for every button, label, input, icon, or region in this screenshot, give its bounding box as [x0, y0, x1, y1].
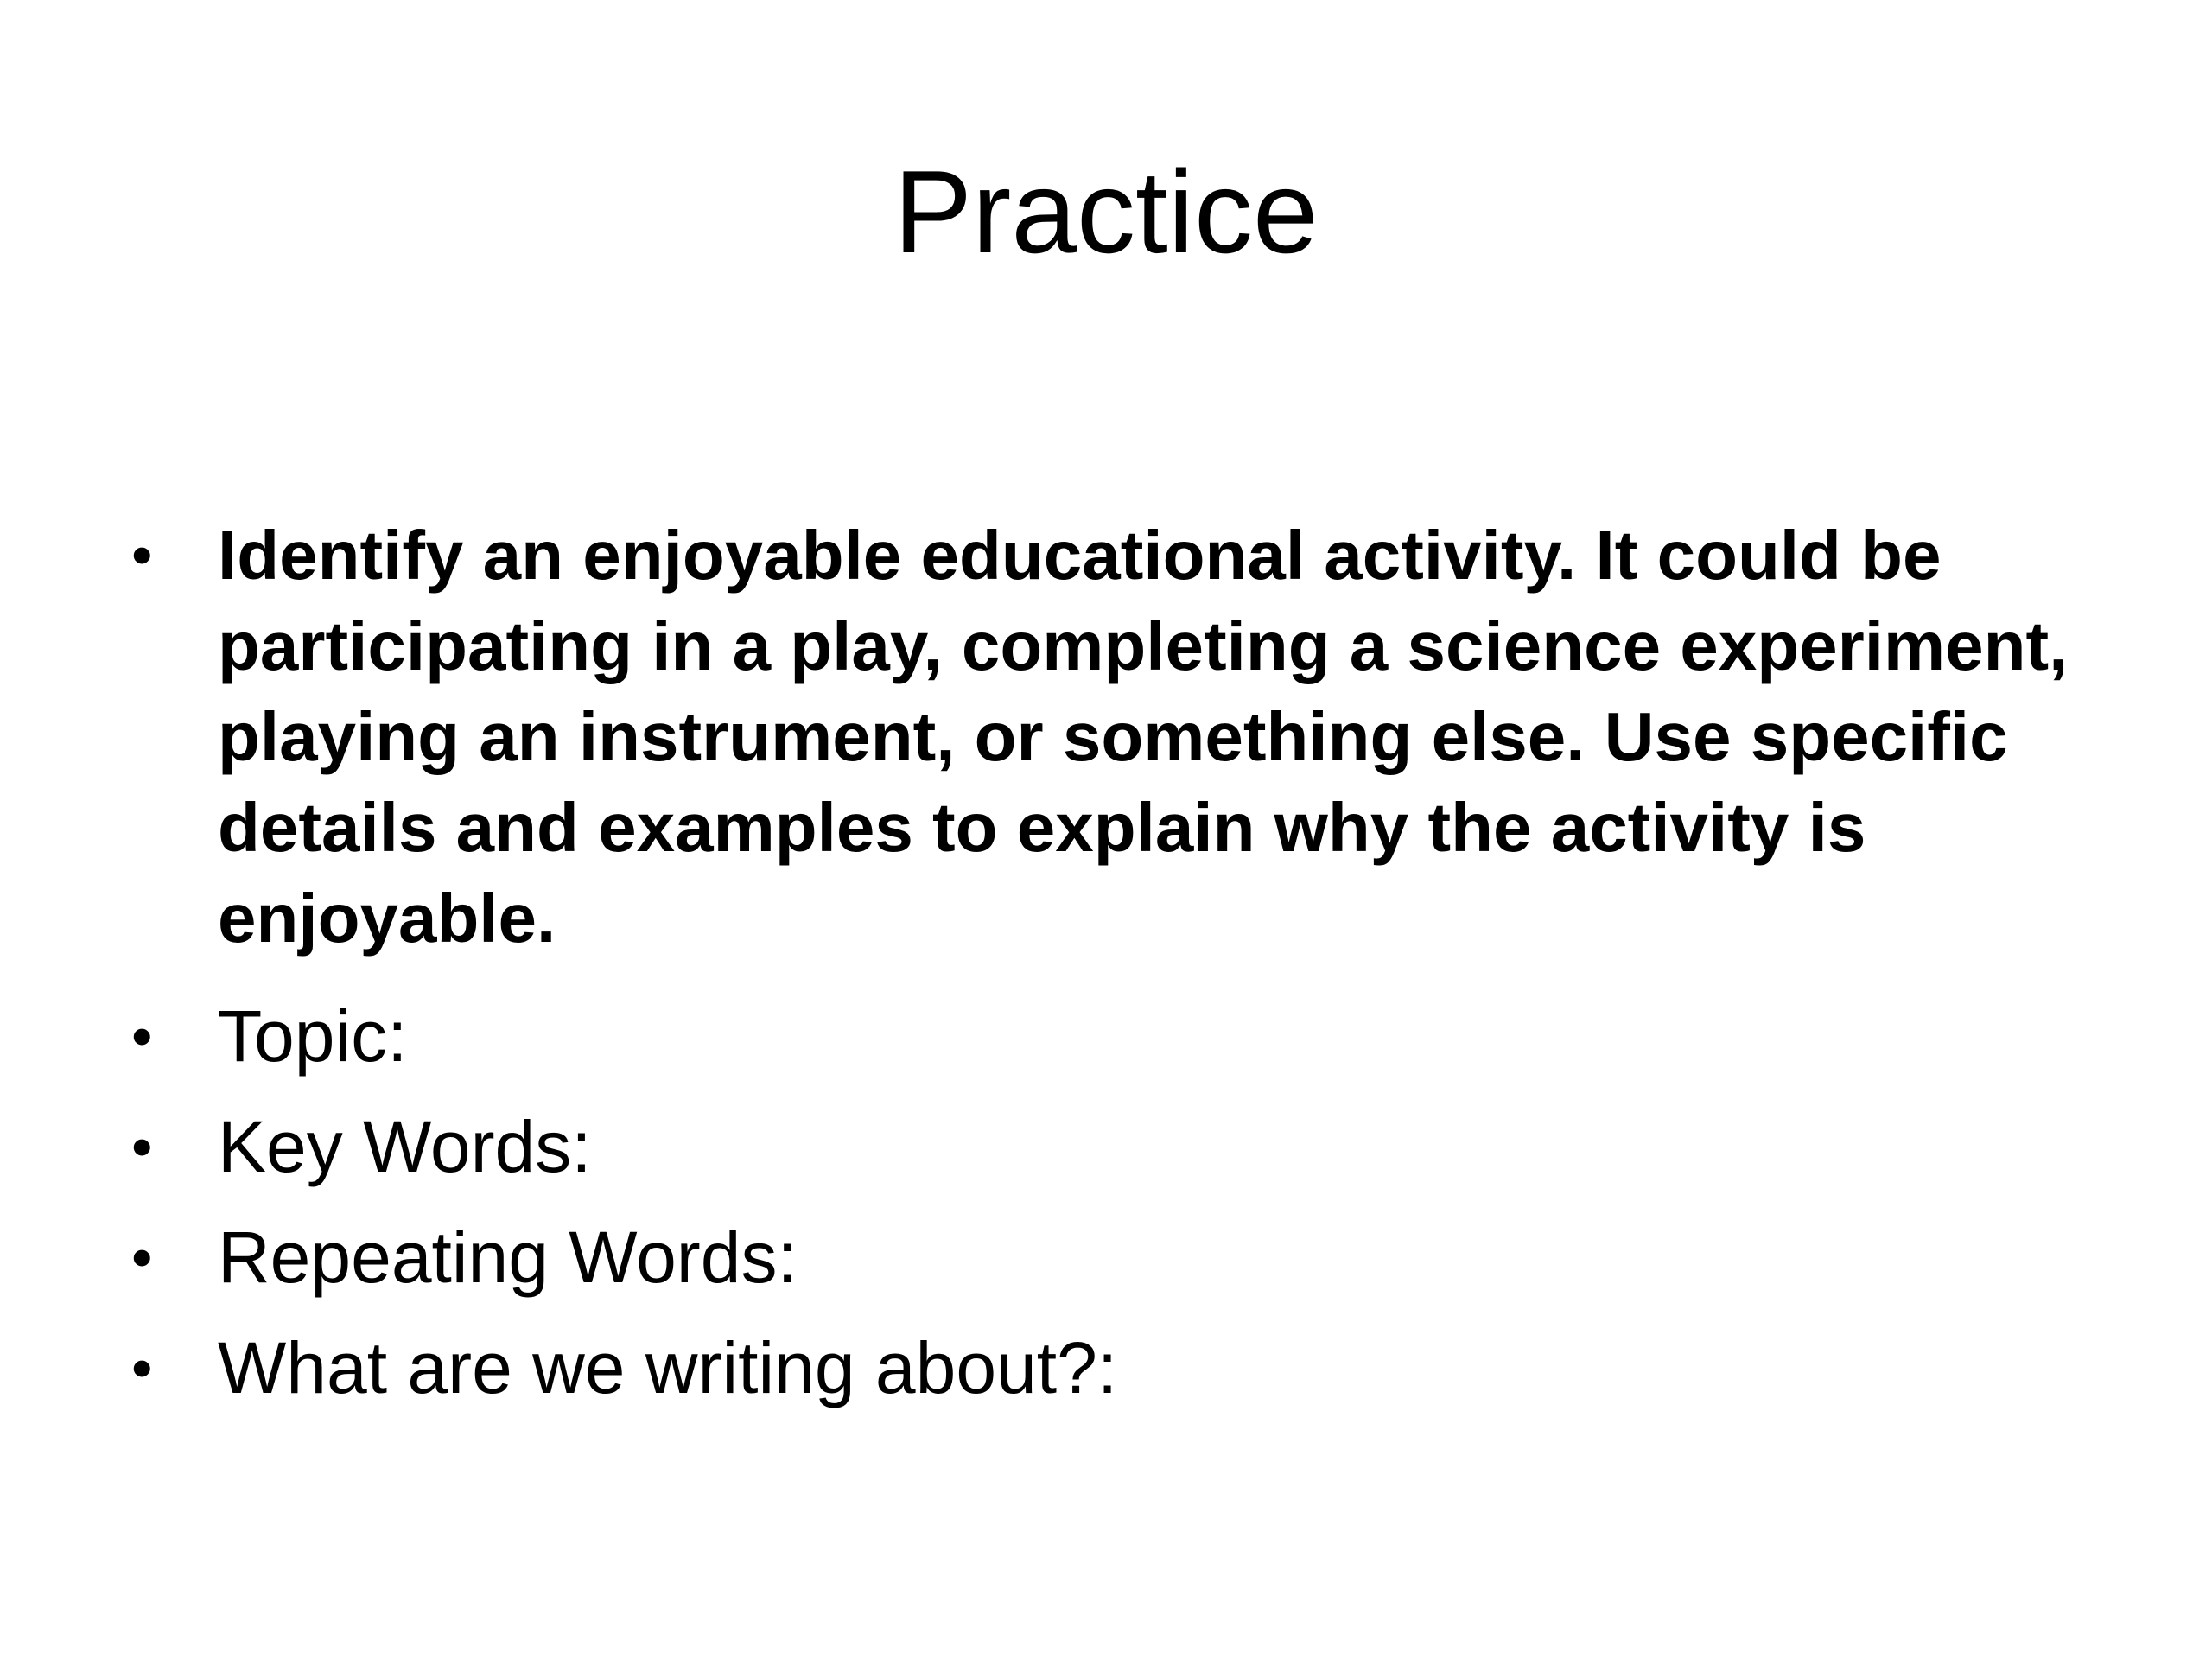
writing-about-bullet	[121, 1313, 2108, 1423]
topic-label: Topic:	[218, 995, 408, 1077]
prompt-bullet	[121, 510, 2108, 963]
repeating-words-bullet	[121, 1202, 2108, 1313]
bullet-icon: •	[131, 1113, 153, 1180]
prompt-text: Identify an enjoyable educational activity. It could be participating in a play, completing a science experiment, playing an instrument, or something else. Use specific details and examples to explain why the activity is enjoyable.	[218, 517, 2069, 957]
topic-bullet	[121, 981, 2108, 1091]
bullet-icon: •	[131, 1334, 153, 1402]
writing-about-label: What are we writing about?:	[218, 1327, 1118, 1408]
bullet-icon: •	[131, 1002, 153, 1070]
key-words-bullet	[121, 1091, 2108, 1202]
key-words-label: Key Words:	[218, 1106, 592, 1187]
bullet-list	[121, 510, 2108, 1423]
slide-title: Practice	[893, 146, 1319, 277]
bullet-icon: •	[131, 1224, 153, 1291]
bullet-icon: •	[131, 521, 153, 588]
repeating-words-label: Repeating Words:	[218, 1217, 798, 1298]
